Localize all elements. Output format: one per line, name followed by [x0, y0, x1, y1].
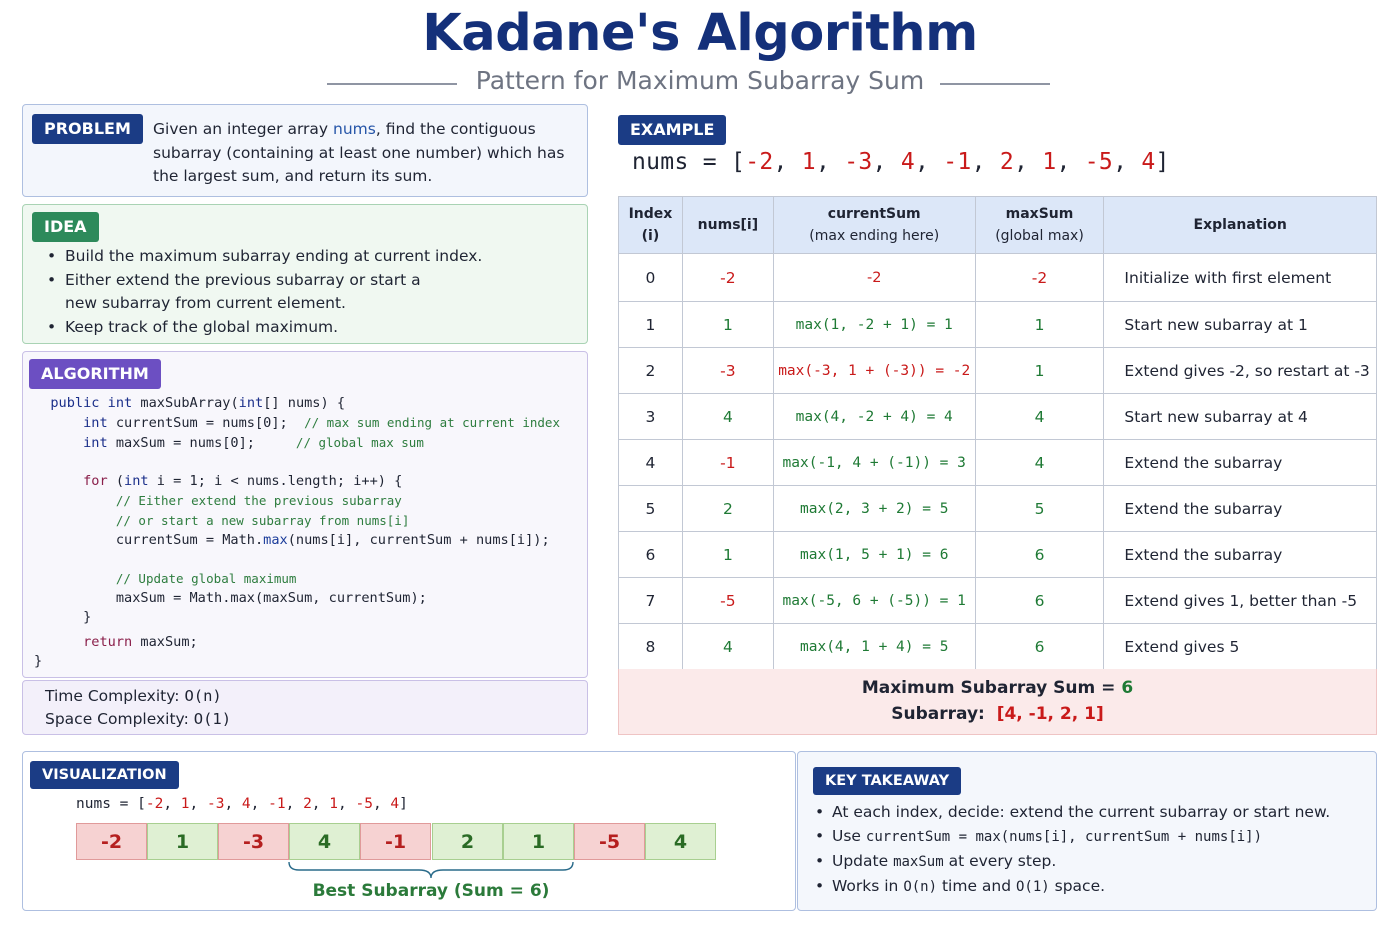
- cell-current-sum: max(4, 1 + 4) = 5: [773, 624, 975, 670]
- header-current: currentSum (max ending here): [773, 197, 975, 254]
- code-line: public int maxSubArray(int[] nums) {: [50, 395, 346, 411]
- table-row: [619, 532, 1377, 578]
- cell-num: 1: [682, 302, 773, 348]
- takeaway-item: • Works in O(n) time and O(1) space.: [815, 874, 1375, 899]
- cell-index: 0: [619, 254, 683, 302]
- cell-max-sum: 1: [975, 348, 1104, 394]
- cell-current-sum: max(-5, 6 + (-5)) = 1: [773, 578, 975, 624]
- takeaway-item: • Use currentSum = max(nums[i], currentSum + nums[i]): [815, 824, 1375, 849]
- table-row: [619, 254, 1377, 302]
- cell-explanation: Start new subarray at 4: [1104, 394, 1377, 440]
- cell-current-sum: max(2, 3 + 2) = 5: [773, 486, 975, 532]
- table-row: [619, 394, 1377, 440]
- header-explanation: Explanation: [1104, 197, 1377, 254]
- viz-nums: nums = [-2, 1, -3, 4, -1, 2, 1, -5, 4]: [76, 796, 408, 812]
- cell-max-sum: -2: [975, 254, 1104, 302]
- cell-explanation: Extend gives 5: [1104, 624, 1377, 670]
- time-complexity-label: Time Complexity:: [45, 687, 180, 705]
- code-line: currentSum = Math.max(nums[i], currentSum + nums[i]);: [115, 532, 550, 548]
- viz-nums-value: -1: [268, 796, 286, 812]
- array-cell: -3: [218, 823, 289, 860]
- cell-num: 4: [682, 624, 773, 670]
- array-cell: 1: [147, 823, 218, 860]
- cell-explanation: Initialize with first element: [1104, 254, 1377, 302]
- cell-max-sum: 4: [975, 440, 1104, 486]
- cell-index: 2: [619, 348, 683, 394]
- array-cell: 4: [289, 823, 360, 860]
- table-row: [619, 486, 1377, 532]
- page-subtitle: Pattern for Maximum Subarray Sum: [475, 66, 925, 95]
- page-title: Kadane's Algorithm: [422, 4, 978, 63]
- nums-value: 4: [1141, 149, 1156, 175]
- viz-nums-value: 2: [303, 796, 312, 812]
- idea-item: • Keep track of the global maximum.: [47, 316, 567, 340]
- nums-value: 1: [801, 149, 816, 175]
- array-cell: 1: [503, 823, 574, 860]
- result-subarray: Subarray: [4, -1, 2, 1]: [891, 704, 1104, 724]
- cell-max-sum: 6: [975, 578, 1104, 624]
- nums-suffix: ]: [1155, 149, 1170, 175]
- cell-num: -1: [682, 440, 773, 486]
- complexity-text: [45, 685, 231, 731]
- nums-value: 4: [900, 149, 915, 175]
- table-row: [619, 578, 1377, 624]
- cell-index: 1: [619, 302, 683, 348]
- code-line: maxSum = Math.max(maxSum, currentSum);: [115, 590, 427, 606]
- nums-value: -1: [943, 149, 972, 175]
- cell-index: 7: [619, 578, 683, 624]
- viz-nums-value: 1: [329, 796, 338, 812]
- example-tag: EXAMPLE: [618, 115, 726, 145]
- takeaway-item: • At each index, decide: extend the current subarray or start new.: [815, 800, 1375, 824]
- viz-nums-value: -3: [206, 796, 225, 812]
- code-line: // Update global maximum: [115, 571, 297, 586]
- nums-prefix: nums = [: [632, 149, 746, 175]
- cell-num: 1: [682, 532, 773, 578]
- subtitle-rule-right: [940, 83, 1050, 85]
- table-row: [619, 624, 1377, 670]
- space-complexity-label: Space Complexity:: [45, 710, 189, 728]
- array-cell: 2: [432, 823, 503, 860]
- nums-value: -2: [745, 149, 774, 175]
- cell-explanation: Extend gives 1, better than -5: [1104, 578, 1377, 624]
- viz-nums-value: -2: [145, 796, 164, 812]
- code-line: // Either extend the previous subarray: [115, 493, 402, 508]
- cell-index: 6: [619, 532, 683, 578]
- idea-item: • Build the maximum subarray ending at current index.: [47, 245, 567, 269]
- cell-num: -2: [682, 254, 773, 302]
- cell-num: 2: [682, 486, 773, 532]
- array-cell: -5: [574, 823, 645, 860]
- cell-explanation: Extend the subarray: [1104, 486, 1377, 532]
- cell-num: -3: [682, 348, 773, 394]
- cell-index: 8: [619, 624, 683, 670]
- cell-current-sum: -2: [773, 254, 975, 302]
- code-line: int currentSum = nums[0]; // max sum ending at current index: [83, 415, 560, 431]
- cell-index: 4: [619, 440, 683, 486]
- cell-max-sum: 6: [975, 532, 1104, 578]
- time-complexity-value: O(n): [184, 687, 222, 705]
- problem-text-end: , find the contiguous subarray (containing at least one number) which has the largest sum, and return its sum.: [153, 120, 565, 185]
- header-nums: nums[i]: [682, 197, 773, 254]
- array-cell: -1: [360, 823, 431, 860]
- code-line: for (int i = 1; i < nums.length; i++) {: [83, 473, 403, 489]
- code-line: [34, 453, 560, 472]
- table-header-row: [619, 197, 1377, 254]
- code-line: int maxSum = nums[0]; // global max sum: [83, 435, 424, 451]
- takeaway-item: • Update maxSum at every step.: [815, 849, 1375, 874]
- table-row: [619, 440, 1377, 486]
- algorithm-tag: ALGORITHM: [29, 359, 161, 389]
- cell-explanation: Start new subarray at 1: [1104, 302, 1377, 348]
- code-line: }: [34, 653, 43, 669]
- nums-value: -5: [1084, 149, 1114, 175]
- cell-current-sum: max(1, 5 + 1) = 6: [773, 532, 975, 578]
- takeaway-list: [815, 800, 1375, 899]
- cell-num: 4: [682, 394, 773, 440]
- example-nums: [632, 149, 1170, 175]
- problem-tag: PROBLEM: [32, 114, 143, 144]
- cell-max-sum: 6: [975, 624, 1104, 670]
- code-line: // or start a new subarray from nums[i]: [115, 513, 410, 528]
- code-line: return maxSum;: [83, 634, 198, 650]
- problem-text-start: Given an integer array: [153, 120, 334, 138]
- takeaway-tag: KEY TAKEAWAY: [813, 767, 961, 795]
- nums-value: 2: [999, 149, 1015, 175]
- header-max: maxSum (global max): [975, 197, 1104, 254]
- problem-keyword: nums: [333, 120, 376, 138]
- best-subarray-brace: [285, 860, 577, 880]
- viz-nums-value: -5: [355, 796, 373, 812]
- array-cell: 4: [645, 823, 716, 860]
- best-subarray-label: Best Subarray (Sum = 6): [312, 881, 550, 901]
- cell-explanation: Extend the subarray: [1104, 440, 1377, 486]
- table-row: [619, 348, 1377, 394]
- array-cell: -2: [76, 823, 147, 860]
- cell-current-sum: max(-1, 4 + (-1)) = 3: [773, 440, 975, 486]
- idea-tag: IDEA: [32, 212, 99, 242]
- cell-current-sum: max(-3, 1 + (-3)) = -2: [773, 348, 975, 394]
- code-line: }: [83, 609, 92, 625]
- problem-statement: [153, 118, 573, 189]
- cell-index: 5: [619, 486, 683, 532]
- cell-index: 3: [619, 394, 683, 440]
- viz-nums-value: 4: [241, 796, 251, 812]
- code-line: [34, 550, 560, 569]
- cell-current-sum: max(4, -2 + 4) = 4: [773, 394, 975, 440]
- nums-values: -2, 1, -3, 4, -1, 2, 1, -5, 4: [745, 149, 1156, 175]
- cell-max-sum: 4: [975, 394, 1104, 440]
- space-complexity-value: O(1): [193, 710, 232, 728]
- cell-explanation: Extend the subarray: [1104, 532, 1377, 578]
- idea-item: • Either extend the previous subarray or start a new subarray from current element.: [47, 269, 567, 316]
- cell-max-sum: 5: [975, 486, 1104, 532]
- viz-nums-value: 1: [180, 796, 190, 812]
- nums-value: -3: [844, 149, 873, 175]
- table-row: [619, 302, 1377, 348]
- nums-value: 1: [1042, 149, 1057, 175]
- cell-explanation: Extend gives -2, so restart at -3: [1104, 348, 1377, 394]
- header-index: Index (i): [619, 197, 683, 254]
- cell-max-sum: 1: [975, 302, 1104, 348]
- code-block: [34, 394, 560, 671]
- visualization-tag: VISUALIZATION: [30, 761, 179, 789]
- cell-current-sum: max(1, -2 + 1) = 1: [773, 302, 975, 348]
- idea-list: [47, 245, 567, 339]
- result-max-sum: Maximum Subarray Sum = 6: [861, 678, 1134, 698]
- cell-num: -5: [682, 578, 773, 624]
- trace-table: [618, 196, 1377, 670]
- viz-nums-value: 4: [390, 796, 400, 812]
